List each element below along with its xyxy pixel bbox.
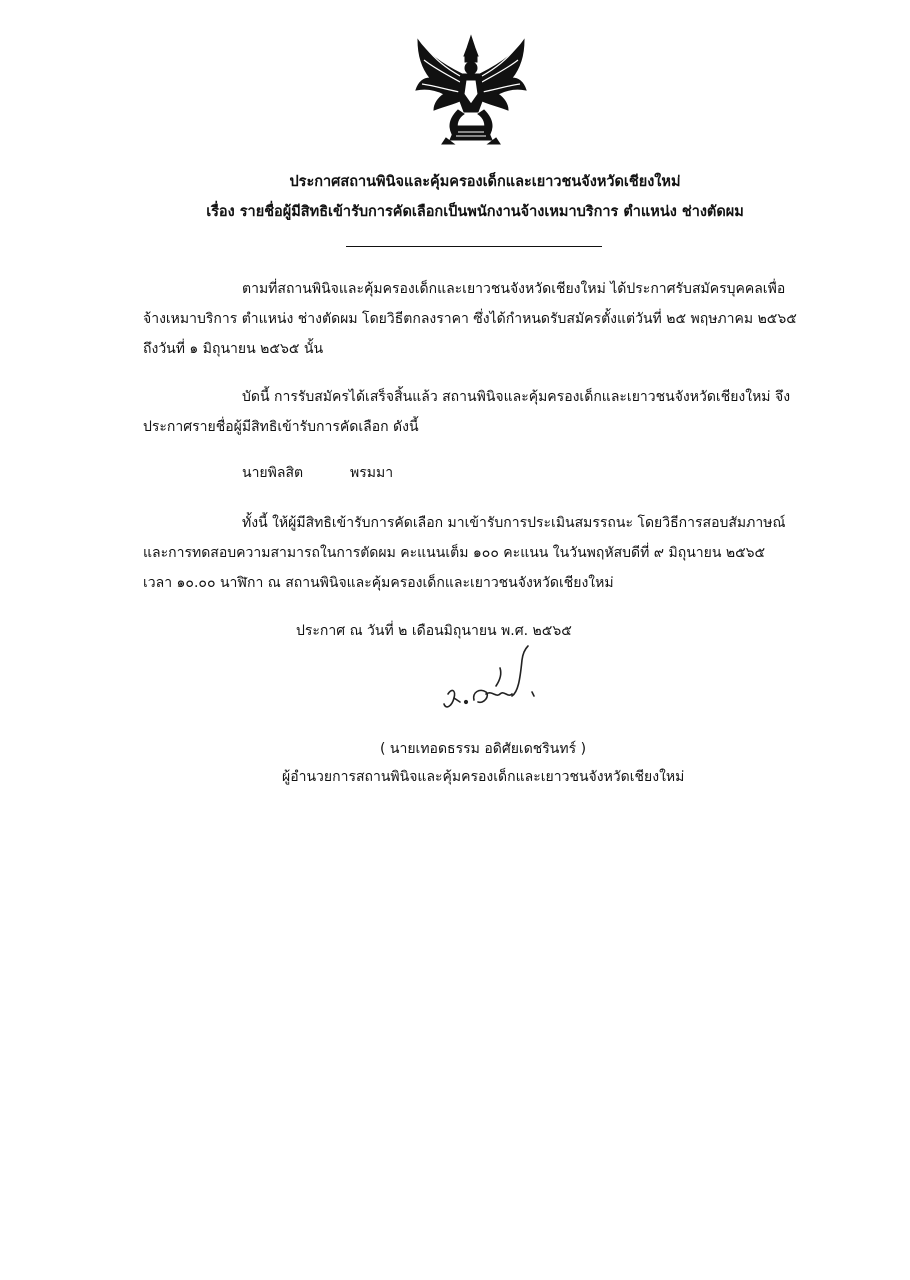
candidate-first-name: นายพิลสิต	[242, 465, 304, 481]
handwritten-signature	[430, 640, 560, 720]
paragraph-1-line-1: ตามที่สถานพินิจและคุ้มครองเด็กและเยาวชนจังหวัดเชียงใหม่ ได้ประกาศรับสมัครบุคคลเพื่อ	[242, 281, 786, 297]
paragraph-3-line-1: ทั้งนี้ ให้ผู้มีสิทธิเข้ารับการคัดเลือก มาเข้ารับการประเมินสมรรถนะ โดยวิธีการสอบสัมภาษณ์	[242, 515, 786, 531]
candidate-last-name: พรมมา	[350, 465, 394, 481]
title-divider	[346, 246, 602, 247]
document-title: ประกาศสถานพินิจและคุ้มครองเด็กและเยาวชนจังหวัดเชียงใหม่	[289, 174, 681, 190]
signer-position: ผู้อำนวยการสถานพินิจและคุ้มครองเด็กและเยาวชนจังหวัดเชียงใหม่	[282, 769, 685, 785]
paragraph-3-line-2: และการทดสอบความสามารถในการตัดผม คะแนนเต็ม ๑๐๐ คะแนน ในวันพฤหัสบดีที่ ๙ มิถุนายน ๒๕๖๕	[143, 545, 766, 561]
document-subject: เรื่อง รายชื่อผู้มีสิทธิเข้ารับการคัดเลือกเป็นพนักงานจ้างเหมาบริการ ตำแหน่ง ช่างตัดผม	[206, 204, 744, 220]
paragraph-2-line-1: บัดนี้ การรับสมัครได้เสร็จสิ้นแล้ว สถานพินิจและคุ้มครองเด็กและเยาวชนจังหวัดเชียงใหม่ จึง	[242, 389, 791, 405]
paragraph-3-line-3: เวลา ๑๐.๐๐ นาฬิกา ณ สถานพินิจและคุ้มครองเด็กและเยาวชนจังหวัดเชียงใหม่	[143, 575, 614, 591]
announce-date: ประกาศ ณ วันที่ ๒ เดือนมิถุนายน พ.ศ. ๒๕๖๕	[296, 623, 572, 639]
garuda-emblem-icon	[412, 34, 530, 146]
paragraph-1-line-3: ถึงวันที่ ๑ มิถุนายน ๒๕๖๕ นั้น	[143, 341, 324, 357]
paragraph-2-line-2: ประกาศรายชื่อผู้มีสิทธิเข้ารับการคัดเลือก ดังนี้	[143, 419, 419, 435]
signer-name: ( นายเทอดธรรม อดิศัยเดชรินทร์ )	[380, 741, 587, 757]
paragraph-1-line-2: จ้างเหมาบริการ ตำแหน่ง ช่างตัดผม โดยวิธีตกลงราคา ซึ่งได้กำหนดรับสมัครตั้งแต่วันที่ ๒๕ พฤษภาคม ๒๕๖๕	[143, 311, 797, 327]
